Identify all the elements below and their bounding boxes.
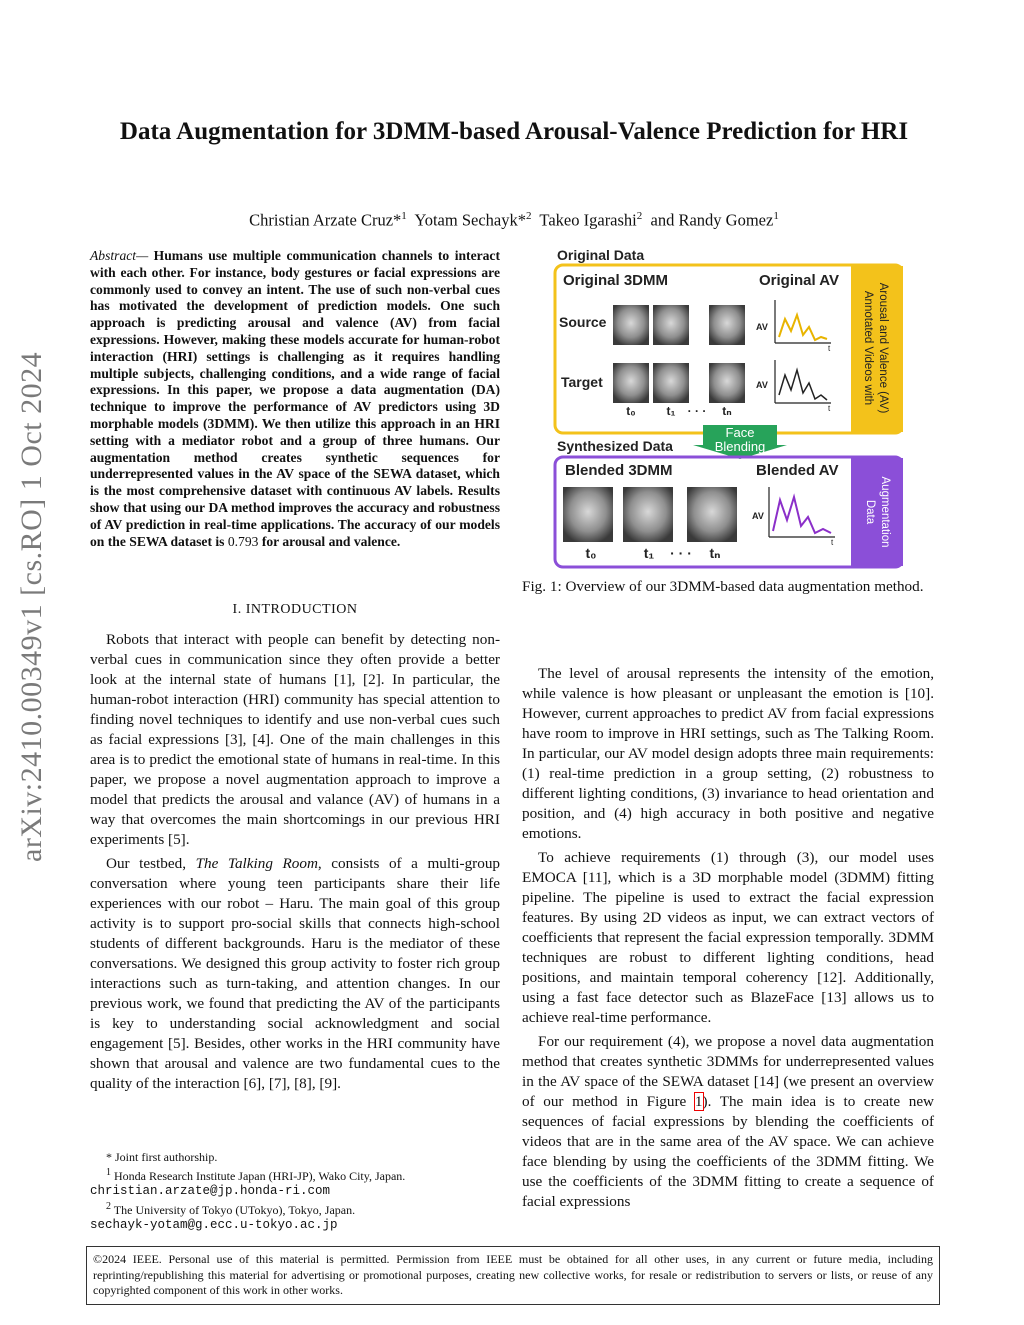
affiliation-mark: 1 <box>401 210 407 222</box>
section-heading: I. INTRODUCTION <box>232 602 358 617</box>
footnote-mark: 1 <box>106 1167 111 1178</box>
figure-1 <box>553 245 903 570</box>
target-label: Target <box>561 374 603 390</box>
abstract-label: Abstract <box>90 248 137 263</box>
text-span: , consists of a multi-group conversation where young teen participants share their life experiences with our robot – Haru. The main goal of this group activity is to support pro-social skills that connects high-school students of different backgrounds. Haru is the mediator of these conversations. We designed this group activity to foster rich group interactions such as turn-taking, and attention changes. In our previous work, we found that predicting the AV of the participants is key to understanding social acknowledgment and social engagement [5]. Besides, other works in the HRI community have shown that arousal and valence are two fundamental cues to the quality of the interaction [6], [7], [8], [9]. <box>90 855 501 1092</box>
time-label-t1: t₁ <box>643 545 655 561</box>
source-label: Source <box>559 314 607 330</box>
footnote-text: Honda Research Institute Japan (HRI-JP), Wako City, Japan. <box>114 1169 406 1183</box>
face-image <box>613 363 649 403</box>
source-faces <box>613 305 745 345</box>
av-axis-label: AV <box>752 511 764 521</box>
text-span: For our requirement (4), we propose a novel data augmentation method that creates synthetic 3DMMs for underrepresented values in the AV space of the SEWA dataset [14] (we present an overview of our method in Figure <box>522 1033 934 1110</box>
copyright-notice: ©2024 IEEE. Personal use of this material is permitted. Permission from IEEE must be obtained for all other uses, in any current or future media, including reprinting/republishing this material for advertising or promotional purposes, creating new collective works, for resale or redistribution to servers or lists, or reuse of any copyrighted component of this work in other works. <box>86 1246 940 1305</box>
abstract-dash: — <box>136 248 149 263</box>
left-column-body <box>90 630 500 1094</box>
side-label-top-2: Arousal and Valence (AV) <box>877 282 889 414</box>
av-axis-label: AV <box>756 322 768 332</box>
time-label-t0: t₀ <box>626 404 636 418</box>
time-label-tn: tₙ <box>722 404 732 418</box>
face-blending-arrow <box>693 425 787 459</box>
author-name: and Randy Gomez <box>650 210 774 230</box>
face-blending-label-2: Blending <box>714 439 766 454</box>
face-image <box>653 305 689 345</box>
author-name: Takeo Igarashi <box>539 210 637 230</box>
time-dots: · · · <box>687 404 707 418</box>
footnotes <box>90 1150 500 1233</box>
face-image <box>653 363 689 403</box>
footnote-2 <box>90 1199 500 1218</box>
face-image <box>709 305 745 345</box>
paper-title: Data Augmentation for 3DMM-based Arousal-Valence Prediction for HRI <box>119 118 909 145</box>
author-name: Yotam Sechayk* <box>414 210 526 230</box>
figure-reference-link[interactable]: 1 <box>694 1093 703 1110</box>
abstract-text: Humans use multiple communication channels to interact with each other. For instance, body gestures or facial expressions are commonly used to convey an intent. The use of such non-verbal cues has motivated the development of prediction models. One such approach is predicting arousal and valence (AV) from facial expressions. However, making these models accurate for human-robot interaction (HRI) settings is challenging as it requires handling multiple subjects, challenging conditions, and a wide range of facial expressions. In this paper, we propose a data augmentation (DA) technique to improve the performance of AV predictors using 3D morphable models (3DMM). We then utilize this approach in an HRI setting with a mediator robot and a group of three humans. Our augmentation method creates synthetic sequences for underrepresented values in the AV space of the SEWA dataset, which is the most comprehensive dataset with continuous AV labels. Results show that using our DA method improves the accuracy and robustness of AV prediction in real-time applications. The accuracy of our models on the SEWA dataset is <box>90 248 500 549</box>
paragraph: The level of arousal represents the intensity of the emotion, while valence is how pleasant or unpleasant the emotion is [10]. However, current approaches to predict AV from facial expressions have room to improve in HRI settings, such as The Talking Room. In particular, our AV model design adopts three main requirements: (1) real-time prediction in a group setting, (2) robustness to different lighting conditions, (3) invariance to head orientation and position, and (4) high accuracy in both positive and negative emotions. <box>522 665 934 842</box>
text-span: ). The main idea is to create new sequences of facial expressions by blending the coefficients of videos that are in the same area of the AV space. We can achieve face blending by using the coefficients of the 3DMM fitting. We use the coefficients of the 3DMM fitting to create a sequence of facial expressions <box>522 1093 935 1210</box>
synthesized-data-label: Synthesized Data <box>557 438 673 454</box>
original-av-label: Original AV <box>759 272 840 289</box>
footnote-email[interactable]: christian.arzate@jp.honda-ri.com <box>90 1184 331 1198</box>
blended-3dmm-label: Blended 3DMM <box>565 462 673 479</box>
time-dots: · · · <box>670 545 692 561</box>
source-av-plot <box>756 300 831 353</box>
footnote-text: The University of Tokyo (UTokyo), Tokyo, Japan. <box>113 1203 356 1217</box>
paragraph: Robots that interact with people can benefit by detecting non-verbal cues in communication since they often provide a better look at the internal state of humans [1], [2]. In particular, the human-robot interaction (HRI) community has special attention to finding novel techniques to identify and use non-verbal cues such as facial expressions [3], [4]. One of the main challenges in this area is to predict the emotional state of humans in real-time. In this paper, we propose a novel augmentation approach to improve a model that predicts the arousal and valance (AV) of humans in a way that overcomes the main shortcomings in our previous HRI experiments [5]. <box>90 631 500 848</box>
t-axis-label: t <box>828 404 831 413</box>
av-series-line <box>773 497 831 533</box>
time-label-tn: tₙ <box>709 545 721 561</box>
face-image <box>687 487 737 542</box>
affiliation-mark: 2 <box>525 210 532 222</box>
blended-av-label: Blended AV <box>756 462 839 479</box>
side-label-bottom-1: Data <box>864 499 876 525</box>
face-image <box>623 487 673 542</box>
time-label-t1: t₁ <box>666 404 676 418</box>
emphasis: The Talking Room <box>195 855 318 872</box>
abstract-tail: for arousal and valence. <box>261 533 401 549</box>
paragraph <box>522 1032 934 1212</box>
affiliation-mark: 2 <box>636 210 643 222</box>
synthesized-side-band <box>851 458 903 566</box>
t-axis-label: t <box>828 344 831 353</box>
author-name: Christian Arzate Cruz* <box>249 210 402 230</box>
original-3dmm-label: Original 3DMM <box>563 272 669 289</box>
target-faces <box>613 363 745 403</box>
t-axis-label: t <box>831 538 834 547</box>
side-label-bottom-2: Augmentation <box>879 476 891 548</box>
footnote-1 <box>90 1165 500 1184</box>
target-av-plot <box>756 360 831 413</box>
affiliation-mark: 1 <box>773 210 779 222</box>
blended-faces <box>563 487 737 542</box>
arxiv-side-label: arXiv:2410.00349v1 [cs.RO] 1 Oct 2024 <box>15 351 48 862</box>
paragraph <box>90 854 500 1094</box>
footnote-joint: * Joint first authorship. <box>106 1150 218 1164</box>
paragraph: To achieve requirements (1) through (3), our model uses EMOCA [11], which is a 3D morphable model (3DMM) fitting pipeline. The pipeline is used to extract the facial expression features. By using 2D videos as input, we can extract vectors of coefficients that represent the facial expression temporally. 3DMM techniques are robust to different lighting conditions, head positions, and maintain temporal coherency [12]. Additionally, using a fast face detector such as BlazeFace [13] allows us to achieve real-time performance. <box>522 849 934 1026</box>
author-list <box>90 210 938 231</box>
original-side-band <box>851 266 903 432</box>
original-data-label: Original Data <box>557 247 645 263</box>
time-label-t0: t₀ <box>585 545 597 561</box>
face-image <box>563 487 613 542</box>
av-series-line <box>779 315 827 340</box>
right-column-body <box>522 664 934 1212</box>
blended-av-plot <box>752 487 835 547</box>
text-span: Our testbed, <box>106 855 186 872</box>
footnote-email[interactable]: sechayk-yotam@g.ecc.u-tokyo.ac.jp <box>90 1218 338 1232</box>
side-label-top-1: Annotated Videos with <box>862 290 874 406</box>
figure-diagram <box>553 245 903 570</box>
footnote-mark: 2 <box>106 1201 111 1212</box>
face-image <box>709 363 745 403</box>
av-series-line <box>779 370 827 400</box>
figure-caption: Fig. 1: Overview of our 3DMM-based data augmentation method. <box>522 578 924 595</box>
face-image <box>613 305 649 345</box>
face-blending-label-1: Face <box>725 425 755 440</box>
abstract-value: 0.793 <box>227 533 259 549</box>
av-axis-label: AV <box>756 380 768 390</box>
abstract <box>90 248 500 550</box>
